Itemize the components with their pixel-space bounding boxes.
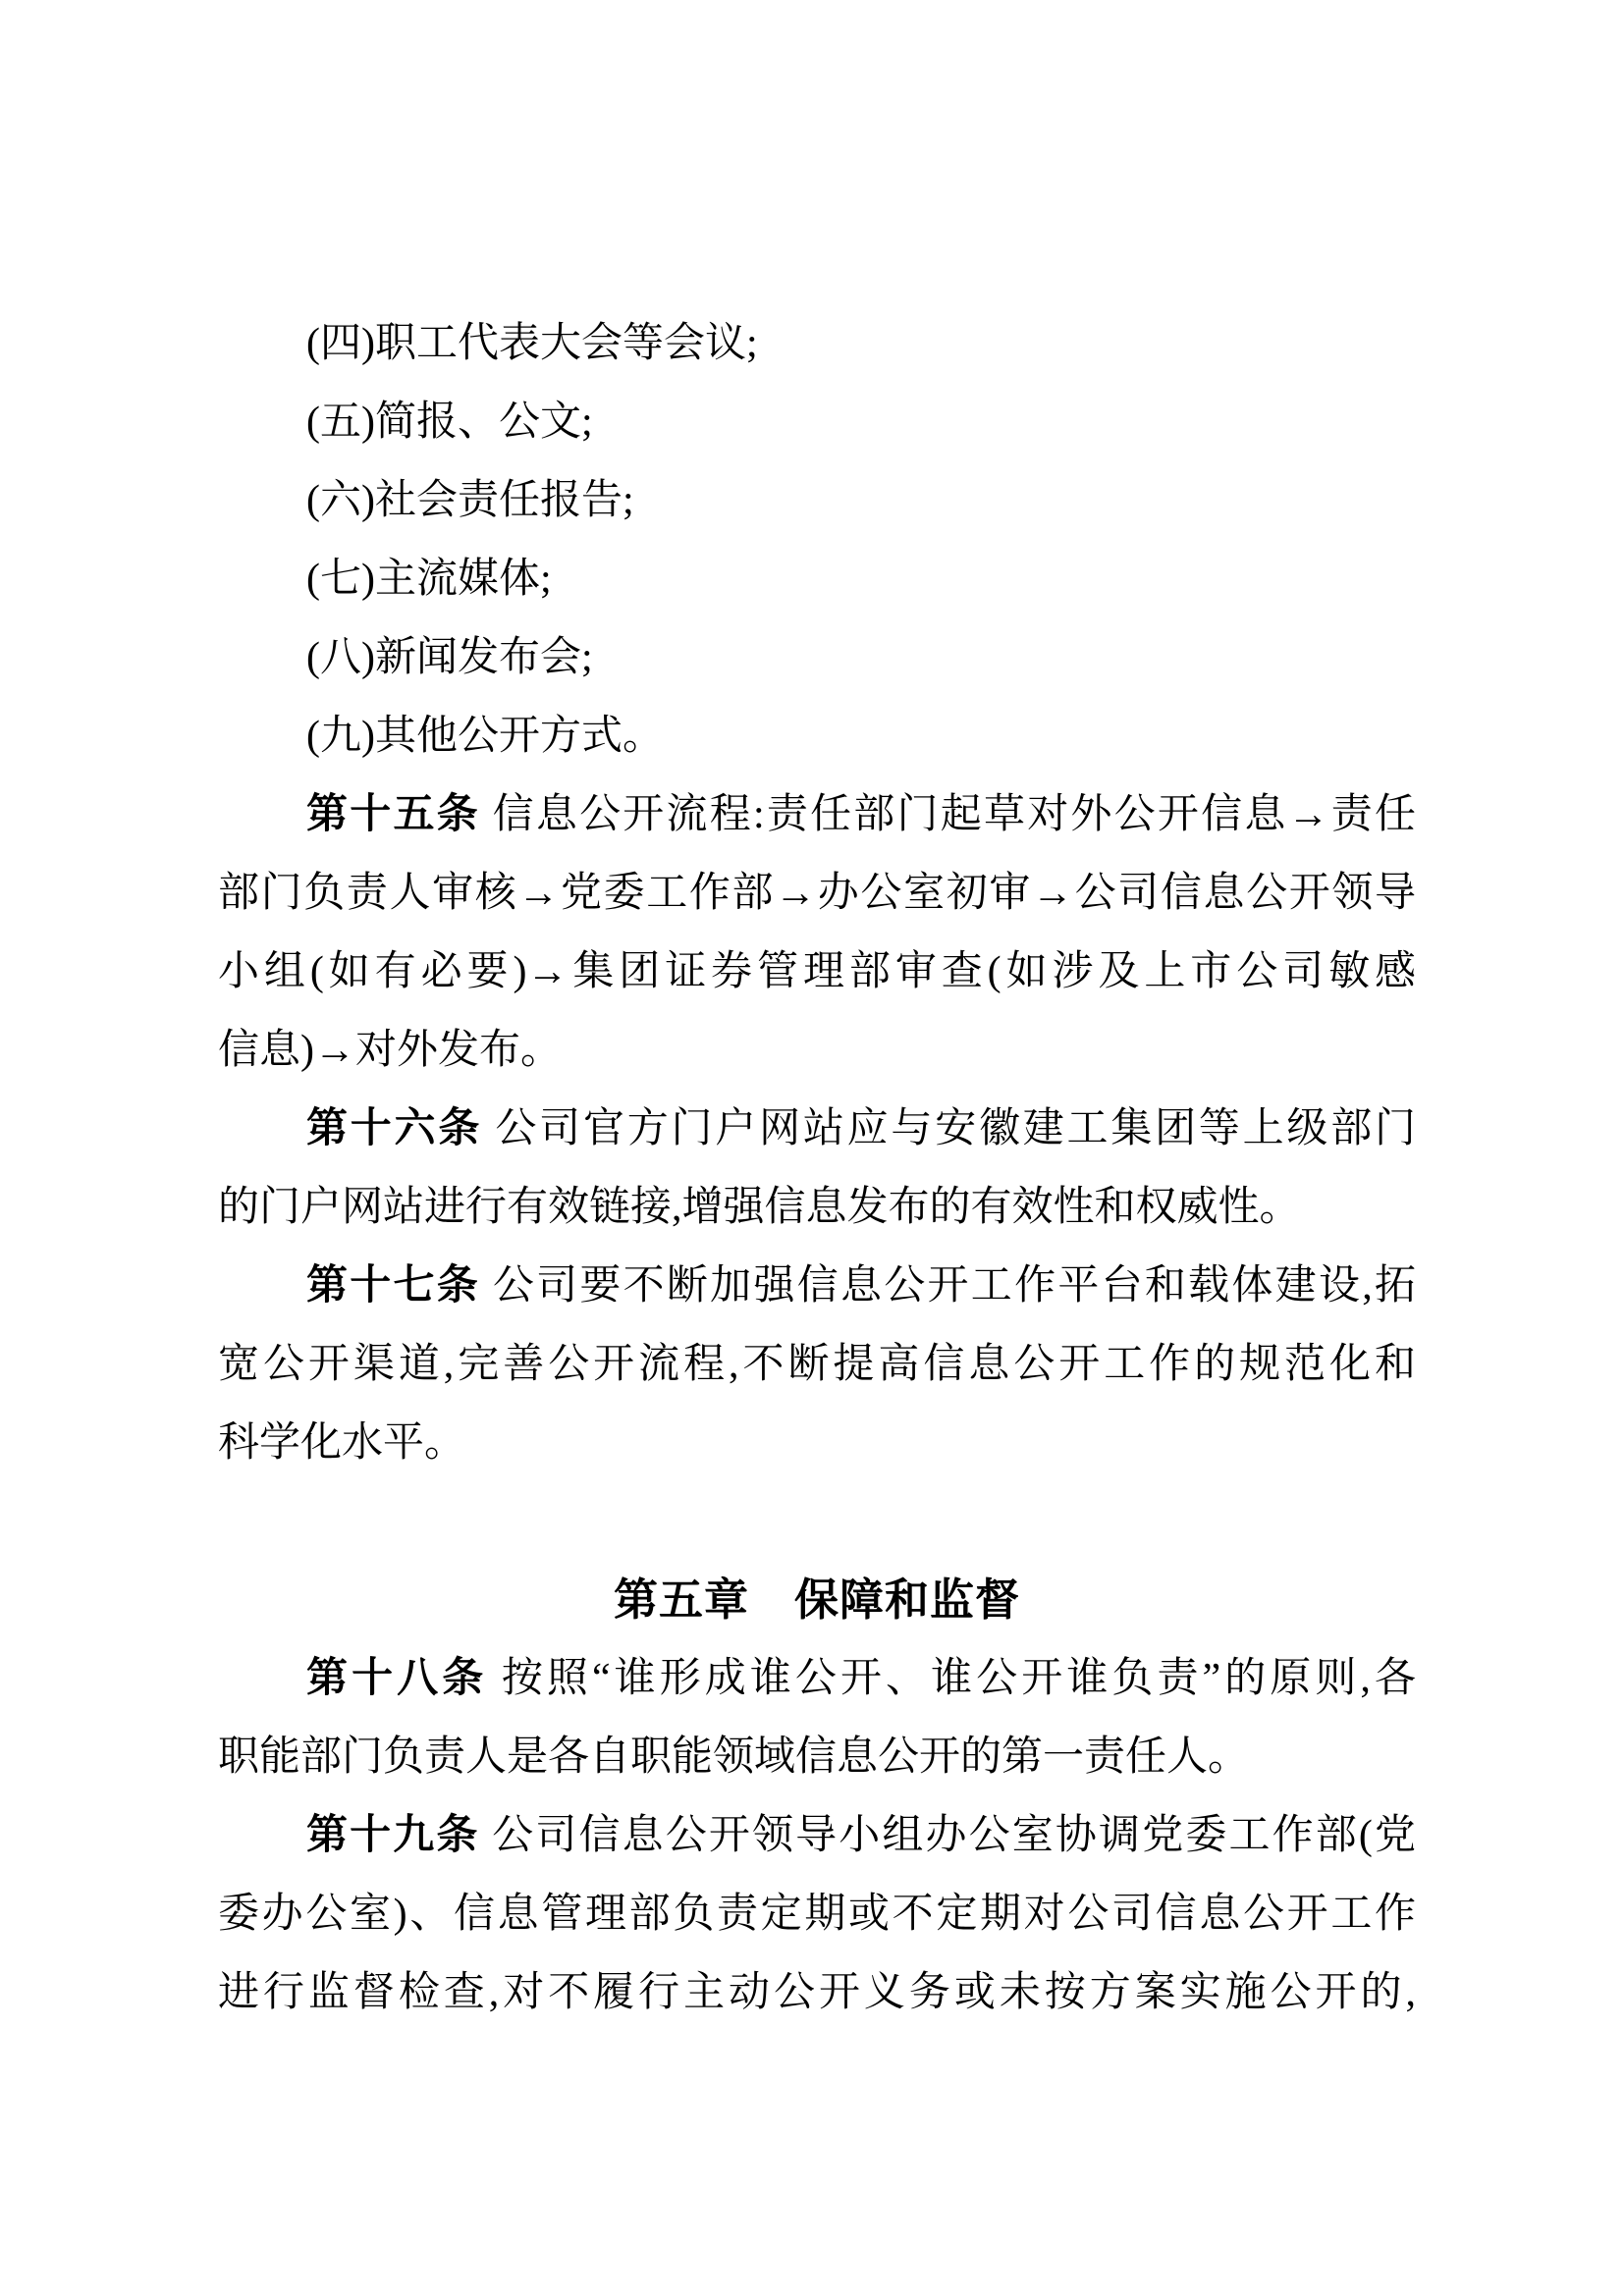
article-17-line-3: 科学化水平。 <box>218 1420 466 1466</box>
spacer-line <box>218 1482 1416 1561</box>
list-item-8: (八)新闻发布会; <box>306 635 593 680</box>
article-number: 第十五条 <box>306 792 480 837</box>
article-number: 第十七条 <box>306 1263 481 1308</box>
article-number: 第十六条 <box>306 1106 483 1151</box>
article-19-line-2: 委办公室)、信息管理部负责定期或不定期对公司信息公开工作 <box>218 1892 1416 1937</box>
article-16-line-2: 的门户网站进行有效链接,增强信息发布的有效性和权威性。 <box>218 1185 1301 1230</box>
article-15-line-1: 第十五条 信息公开流程:责任部门起草对外公开信息→责任 <box>306 792 1416 837</box>
article-15-line-2: 部门负责人审核→党委工作部→办公室初审→公司信息公开领导 <box>218 871 1416 916</box>
article-17-line-2: 宽公开渠道,完善公开流程,不断提高信息公开工作的规范化和 <box>218 1342 1416 1387</box>
article-19-line-3: 进行监督检查,对不履行主动公开义务或未按方案实施公开的, <box>218 1970 1416 2015</box>
article-15-line-4: 信息)→对外发布。 <box>218 1028 562 1073</box>
list-item-6: (六)社会责任报告; <box>306 478 634 523</box>
article-15-line-3: 小组(如有必要)→集团证券管理部审查(如涉及上市公司敏感 <box>218 949 1416 994</box>
list-item-4: (四)职工代表大会等会议; <box>306 321 758 366</box>
text-block <box>218 304 1416 2032</box>
article-18-line-1: 第十八条 按照“谁形成谁公开、谁公开谁负责”的原则,各 <box>306 1656 1416 1701</box>
article-number: 第十九条 <box>306 1813 480 1858</box>
article-number: 第十八条 <box>306 1656 488 1701</box>
article-19-line-1: 第十九条 公司信息公开领导小组办公室协调党委工作部(党 <box>306 1813 1416 1858</box>
list-item-7: (七)主流媒体; <box>306 557 552 602</box>
article-17-line-1: 第十七条 公司要不断加强信息公开工作平台和载体建设,拓 <box>306 1263 1416 1308</box>
list-item-5: (五)简报、公文; <box>306 400 593 445</box>
article-18-line-2: 职能部门负责人是各自职能领域信息公开的第一责任人。 <box>218 1735 1250 1780</box>
article-16-line-1: 第十六条 公司官方门户网站应与安徽建工集团等上级部门 <box>306 1106 1416 1151</box>
chapter-5-heading: 第五章 保障和监督 <box>613 1575 1020 1625</box>
list-item-9: (九)其他公开方式。 <box>306 714 664 759</box>
